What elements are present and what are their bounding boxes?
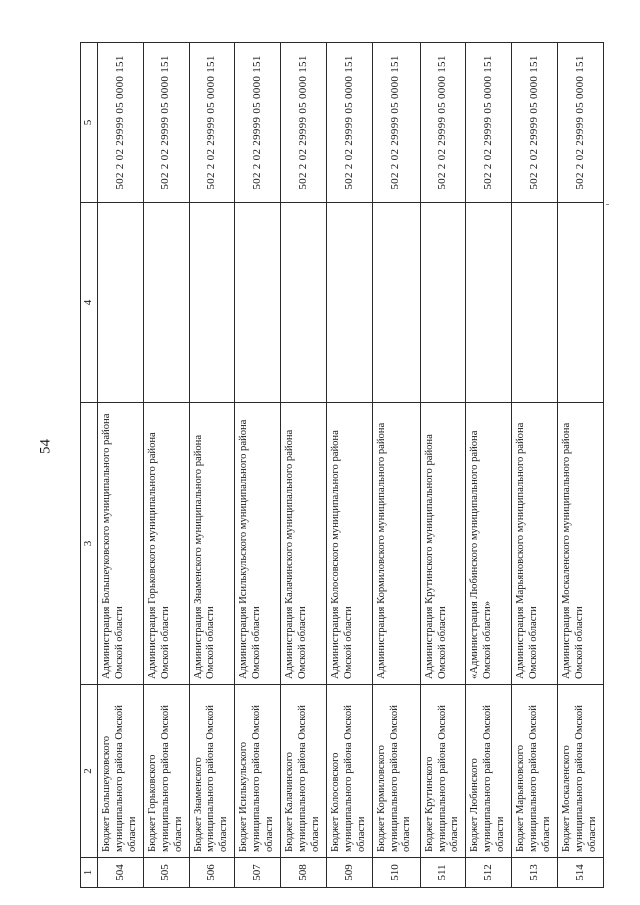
column-4-cell <box>420 203 466 403</box>
column-4-cell <box>98 203 144 403</box>
row-number: 506 <box>189 858 235 888</box>
table-row <box>420 43 466 888</box>
budget-code: 502 2 02 29999 05 0000 151 <box>235 43 281 203</box>
budget-code: 502 2 02 29999 05 0000 151 <box>326 43 372 203</box>
row-number: 508 <box>281 858 327 888</box>
row-number: 512 <box>466 858 512 888</box>
budget-code: 502 2 02 29999 05 0000 151 <box>189 43 235 203</box>
table-row <box>98 43 144 888</box>
header-cell-3: 3 <box>81 403 98 685</box>
rotated-table-container <box>80 43 598 888</box>
row-number: 507 <box>235 858 281 888</box>
budget-name: Бюджет Москаленского муниципального района Омской области <box>557 685 603 858</box>
budget-name: Бюджет Кормиловского муниципального района Омской области <box>372 685 420 858</box>
header-cell-2: 2 <box>81 685 98 858</box>
table-row <box>372 43 420 888</box>
column-4-cell <box>372 203 420 403</box>
administrator-name: Администрация Горьковского муниципального района Омской области <box>143 403 189 685</box>
table-row <box>512 43 558 888</box>
page-number: 54 <box>37 439 54 454</box>
row-number: 509 <box>326 858 372 888</box>
column-4-cell <box>557 203 603 403</box>
budget-code: 502 2 02 29999 05 0000 151 <box>372 43 420 203</box>
header-cell-1: 1 <box>81 858 98 888</box>
header-row <box>81 43 98 888</box>
column-4-cell <box>189 203 235 403</box>
administrator-name: Администрация Знаменского муниципального района Омской области <box>189 403 235 685</box>
table-row <box>189 43 235 888</box>
column-4-cell <box>235 203 281 403</box>
column-4-cell <box>143 203 189 403</box>
header-cell-4: 4 <box>81 203 98 403</box>
administrator-name: Администрация Москаленского муниципального района Омской области <box>557 403 603 685</box>
table-body <box>98 43 604 888</box>
budget-code: 502 2 02 29999 05 0000 151 <box>143 43 189 203</box>
budget-code: 502 2 02 29999 05 0000 151 <box>98 43 144 203</box>
row-number: 504 <box>98 858 144 888</box>
budget-name: Бюджет Исилькульского муниципального района Омской области <box>235 685 281 858</box>
table-row <box>557 43 603 888</box>
column-4-cell <box>326 203 372 403</box>
administrator-name: Администрация Кормиловского муниципального района <box>372 403 420 685</box>
budget-name: Бюджет Крутинского муниципального района Омской области <box>420 685 466 858</box>
budget-name: Бюджет Знаменского муниципального района Омской области <box>189 685 235 858</box>
column-4-cell <box>281 203 327 403</box>
budget-code: 502 2 02 29999 05 0000 151 <box>420 43 466 203</box>
budget-code: 502 2 02 29999 05 0000 151 <box>557 43 603 203</box>
column-4-cell <box>466 203 512 403</box>
row-number: 505 <box>143 858 189 888</box>
administrator-name: Администрация Калачинского муниципального района Омской области <box>281 403 327 685</box>
table-row <box>466 43 512 888</box>
table-row <box>281 43 327 888</box>
budget-table <box>80 42 604 888</box>
administrator-name: Администрация Исилькульского муниципального района Омской области <box>235 403 281 685</box>
scan-speck <box>606 204 609 205</box>
row-number: 510 <box>372 858 420 888</box>
column-4-cell <box>512 203 558 403</box>
budget-code: 502 2 02 29999 05 0000 151 <box>281 43 327 203</box>
budget-name: Бюджет Колосовского муниципального района Омской области <box>326 685 372 858</box>
row-number: 511 <box>420 858 466 888</box>
budget-name: Бюджет Калачинского муниципального района Омской области <box>281 685 327 858</box>
budget-name: Бюджет Большеуковского муниципального района Омской области <box>98 685 144 858</box>
budget-code: 502 2 02 29999 05 0000 151 <box>512 43 558 203</box>
administrator-name: Администрация Марьяновского муниципального района Омской области <box>512 403 558 685</box>
budget-name: Бюджет Марьяновского муниципального района Омской области <box>512 685 558 858</box>
table-row <box>326 43 372 888</box>
administrator-name: Администрация Большеуковского муниципального района Омской области <box>98 403 144 685</box>
row-number: 513 <box>512 858 558 888</box>
administrator-name: Администрация Крутинского муниципального района Омской области <box>420 403 466 685</box>
table-row <box>235 43 281 888</box>
header-cell-5: 5 <box>81 43 98 203</box>
administrator-name: Администрация Колосовского муниципального района Омской области <box>326 403 372 685</box>
budget-name: Бюджет Любинского муниципального района Омской области <box>466 685 512 858</box>
administrator-name: «Администрация Любинского муниципального района Омской области» <box>466 403 512 685</box>
row-number: 514 <box>557 858 603 888</box>
budget-code: 502 2 02 29999 05 0000 151 <box>466 43 512 203</box>
table-row <box>143 43 189 888</box>
budget-name: Бюджет Горьковского муниципального района Омской области <box>143 685 189 858</box>
